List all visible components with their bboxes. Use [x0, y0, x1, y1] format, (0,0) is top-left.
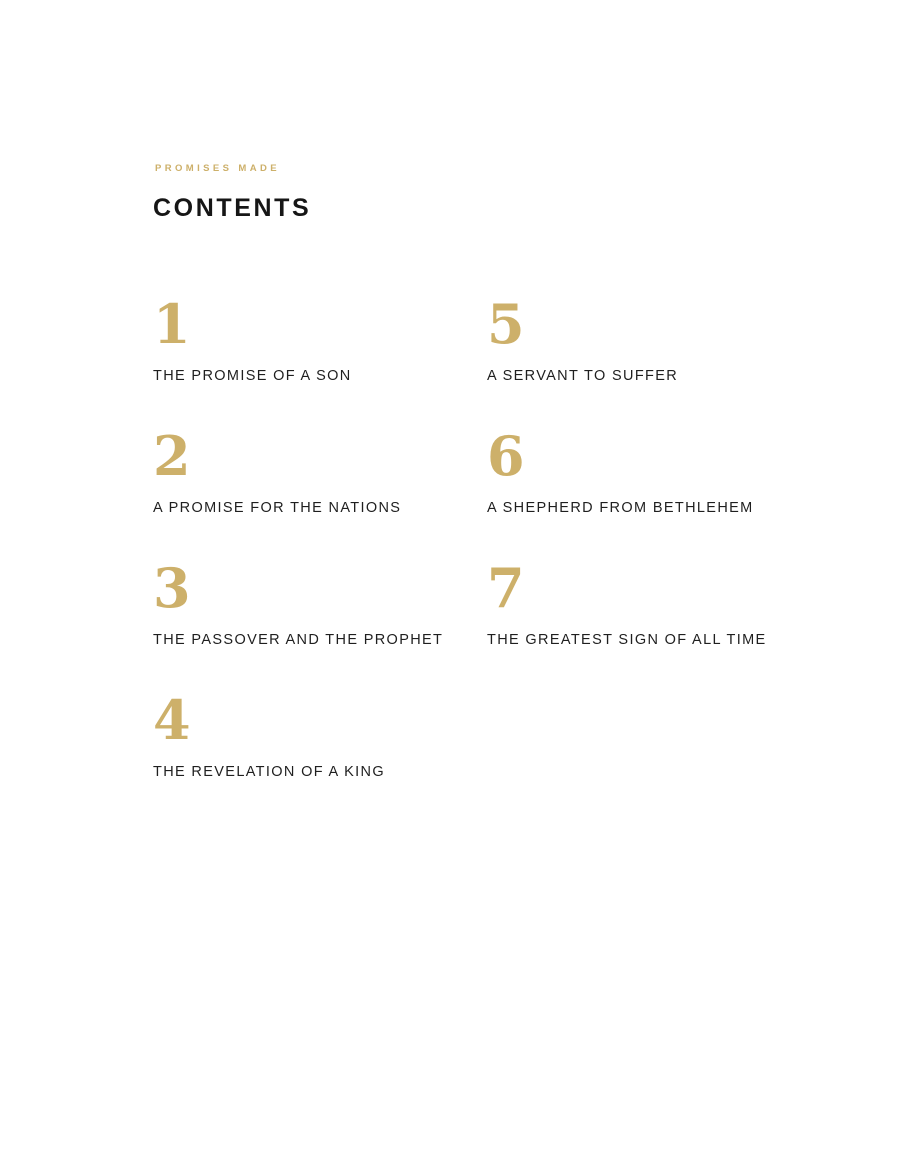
chapter-number: 7: [487, 556, 525, 620]
chapter-number: 6: [487, 424, 525, 488]
chapter-title: THE GREATEST SIGN OF ALL TIME: [487, 632, 767, 648]
contents-entry-3[interactable]: [153, 556, 473, 648]
chapter-number: 3: [153, 556, 191, 620]
chapter-title: A PROMISE FOR THE NATIONS: [153, 500, 402, 516]
chapter-title: THE PASSOVER AND THE PROPHET: [153, 632, 444, 648]
contents-entry-7[interactable]: [487, 556, 807, 648]
contents-entry-2[interactable]: [153, 424, 473, 516]
chapter-title: THE REVELATION OF A KING: [153, 764, 385, 780]
section-kicker: PROMISES MADE: [155, 163, 280, 174]
contents-entry-4[interactable]: [153, 688, 473, 780]
chapter-number: 5: [487, 292, 525, 356]
chapter-number: 2: [153, 424, 191, 488]
chapter-number: 4: [153, 688, 191, 752]
contents-entry-6[interactable]: [487, 424, 807, 516]
chapter-number: 1: [153, 292, 191, 356]
chapter-title: A SHEPHERD FROM BETHLEHEM: [487, 500, 754, 516]
contents-entry-1[interactable]: [153, 292, 473, 384]
contents-entry-5[interactable]: [487, 292, 807, 384]
page-title: CONTENTS: [153, 194, 312, 222]
chapter-title: A SERVANT TO SUFFER: [487, 368, 679, 384]
chapter-title: THE PROMISE OF A SON: [153, 368, 352, 384]
